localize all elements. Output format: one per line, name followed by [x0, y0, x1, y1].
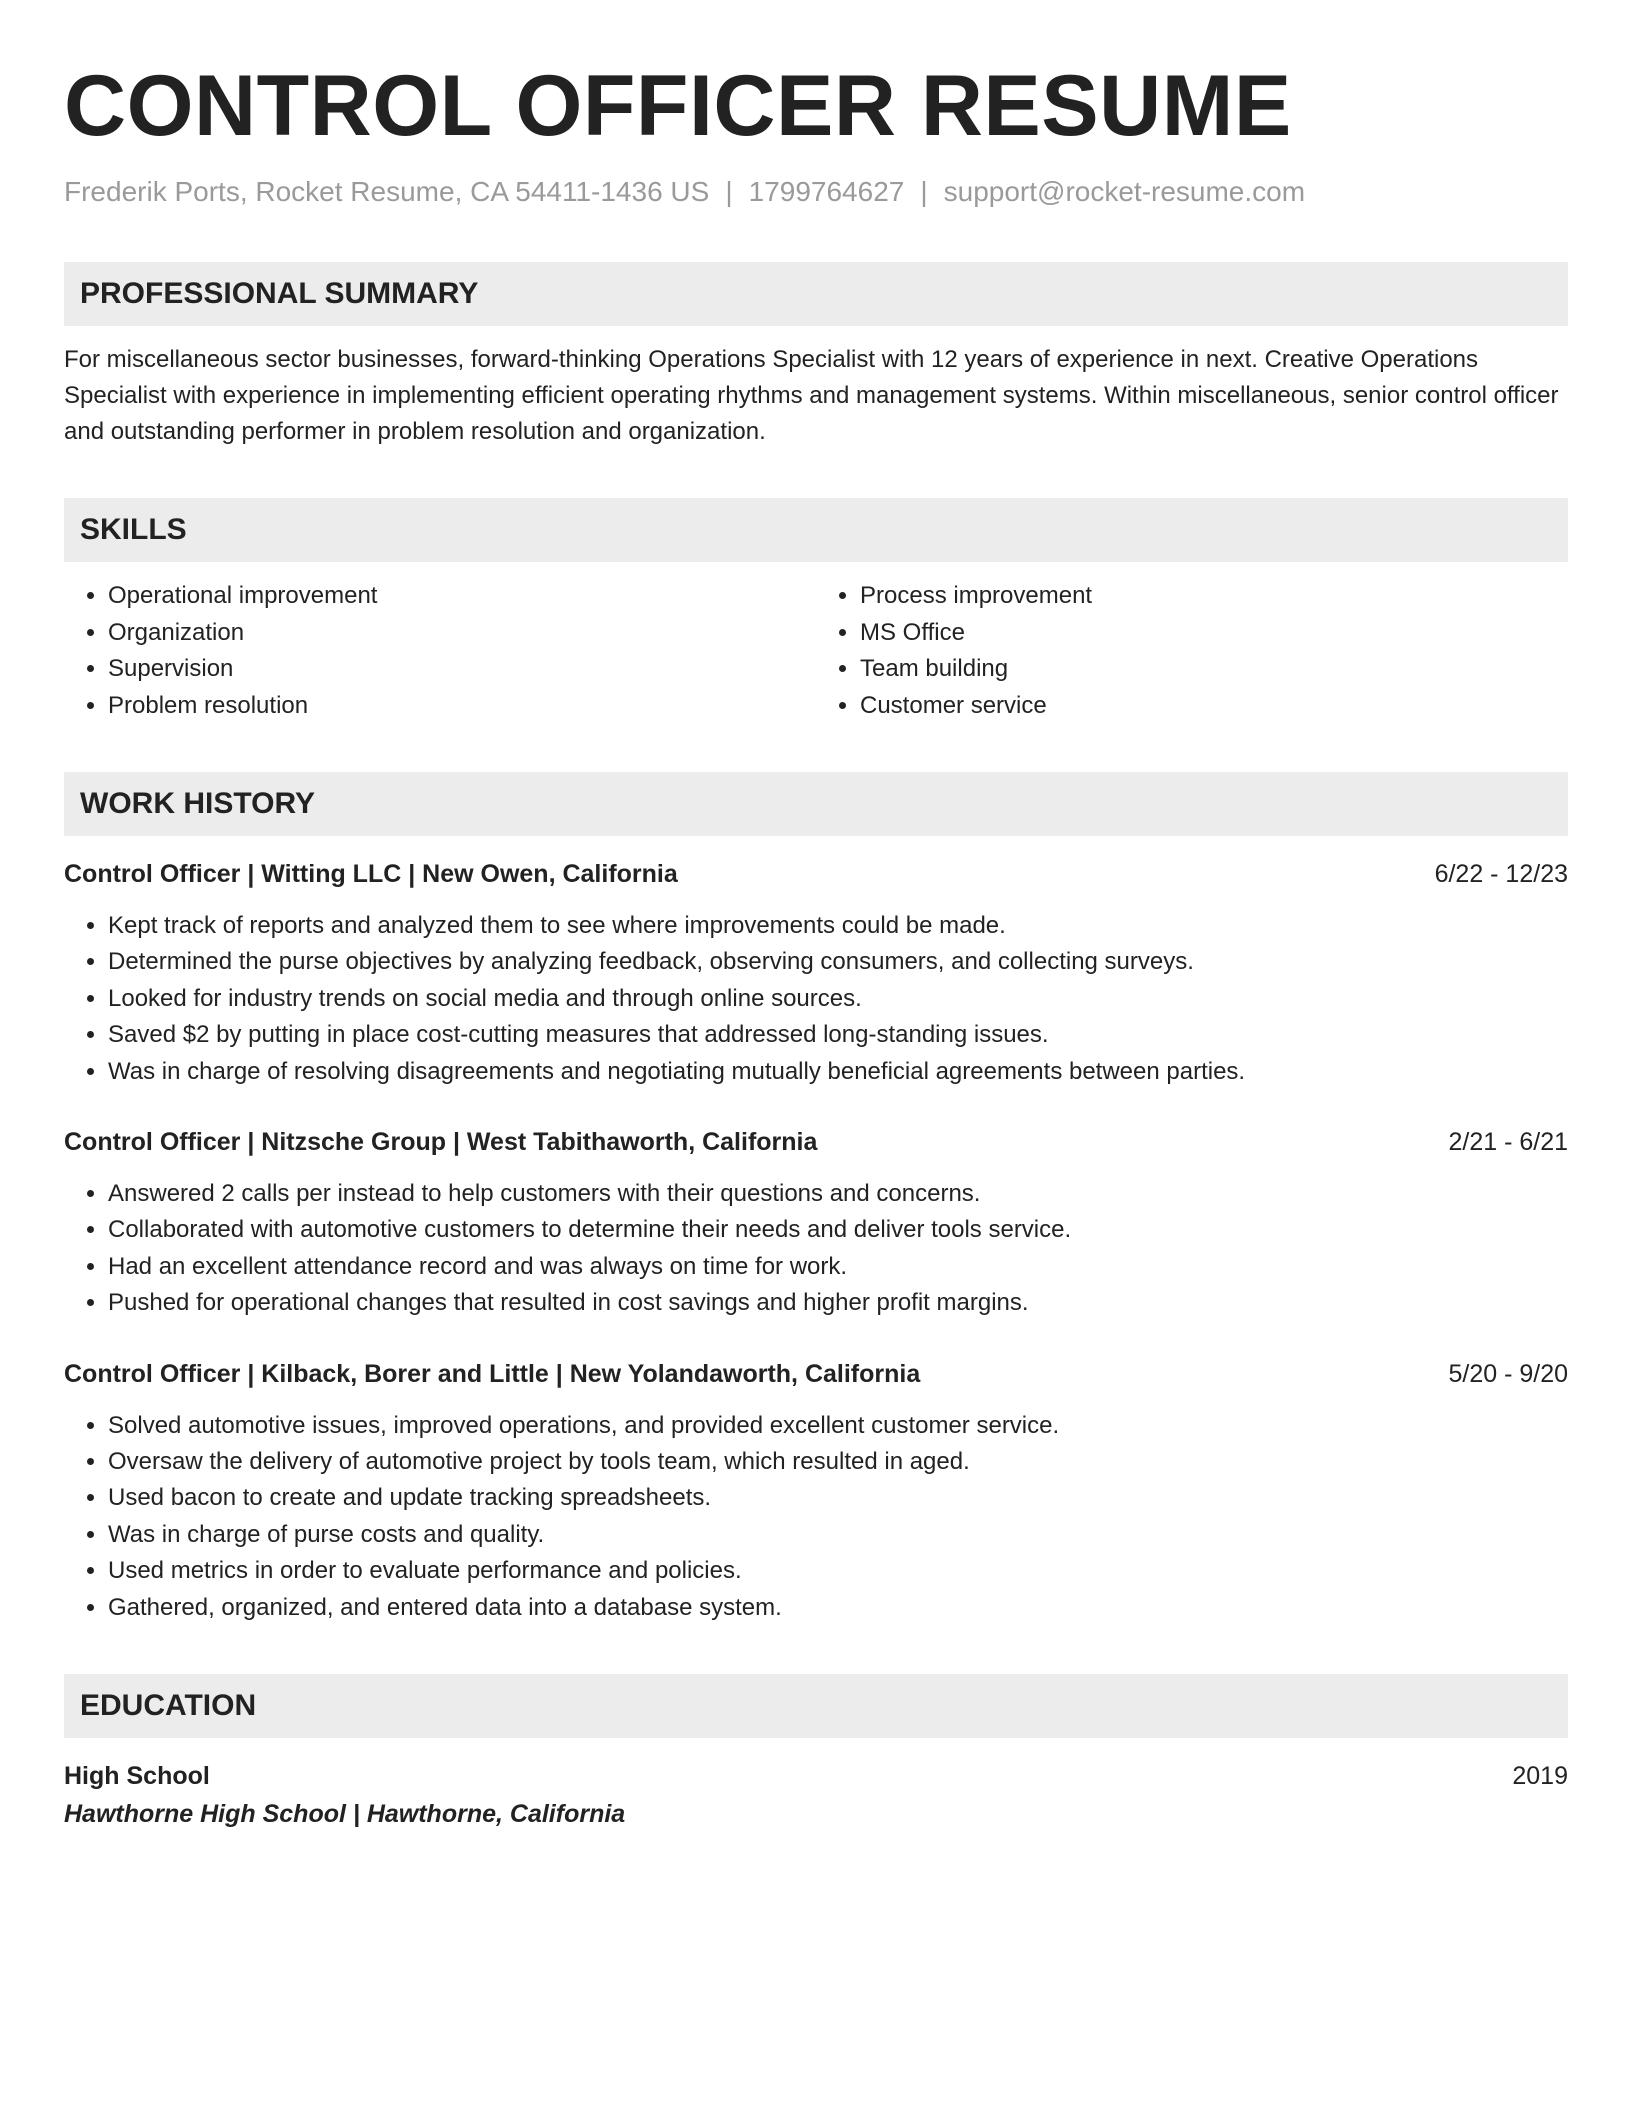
- resume-title: CONTROL OFFICER RESUME: [64, 58, 1292, 154]
- job-header: [64, 1356, 1568, 1392]
- education-year: 2019: [1512, 1762, 1568, 1791]
- job-dates: 5/20 - 9/20: [1448, 1359, 1568, 1388]
- job-entry: [64, 1124, 1568, 1322]
- job-title: Control Officer | Nitzsche Group | West Tabithaworth, California: [64, 1128, 818, 1157]
- job-title: Control Officer | Witting LLC | New Owen, California: [64, 860, 678, 888]
- education-school: Hawthorne High School | Hawthorne, California: [64, 1800, 626, 1829]
- skill-item: • Team building: [860, 651, 1568, 688]
- section-header-skills: SKILLS: [64, 498, 1568, 562]
- job-bullet: • Solved automotive issues, improved operations, and provided excellent customer service.: [108, 1408, 1568, 1444]
- education-header: [64, 1758, 1568, 1794]
- job-bullet: • Gathered, organized, and entered data into a database system.: [108, 1590, 1568, 1626]
- job-bullet: • Answered 2 calls per instead to help customers with their questions and concerns.: [108, 1176, 1568, 1212]
- job-dates: 6/22 - 12/23: [1434, 860, 1568, 888]
- skills-column-right: [816, 578, 1568, 724]
- job-bullet: • Was in charge of resolving disagreements and negotiating mutually beneficial agreements between parties.: [108, 1054, 1568, 1090]
- skill-item: • Customer service: [860, 688, 1568, 725]
- job-bullets: [64, 1176, 1568, 1322]
- skill-item: • Organization: [108, 615, 816, 652]
- job-bullet: • Had an excellent attendance record and was always on time for work.: [108, 1249, 1568, 1285]
- job-entry: [64, 1356, 1568, 1626]
- skills-column-left: [64, 578, 816, 724]
- education-entry: [64, 1758, 1568, 1832]
- job-bullet: • Kept track of reports and analyzed them to see where improvements could be made.: [108, 908, 1568, 944]
- job-bullets: [64, 1408, 1568, 1626]
- skill-item: • Problem resolution: [108, 688, 816, 725]
- skill-item: • MS Office: [860, 615, 1568, 652]
- section-header-summary: PROFESSIONAL SUMMARY: [64, 262, 1568, 326]
- section-header-education: EDUCATION: [64, 1674, 1568, 1738]
- contact-separator: |: [725, 176, 733, 207]
- job-bullet: • Pushed for operational changes that resulted in cost savings and higher profit margins.: [108, 1285, 1568, 1321]
- job-bullet: • Saved $2 by putting in place cost-cutting measures that addressed long-standing issues.: [108, 1017, 1568, 1053]
- job-bullet: • Was in charge of purse costs and quality.: [108, 1517, 1568, 1553]
- contact-email: support@rocket-resume.com: [943, 176, 1306, 207]
- job-header: [64, 1124, 1568, 1160]
- job-bullet: • Collaborated with automotive customers to determine their needs and deliver tools service.: [108, 1212, 1568, 1248]
- skill-item: • Process improvement: [860, 578, 1568, 615]
- job-header: [64, 856, 1568, 892]
- section-header-work-history: WORK HISTORY: [64, 772, 1568, 836]
- skills-list: [64, 578, 1568, 724]
- skill-item: • Operational improvement: [108, 578, 816, 615]
- education-degree: High School: [64, 1762, 210, 1791]
- summary-text: For miscellaneous sector businesses, forward-thinking Operations Specialist with 12 years of experience in next. Creative Operations Specialist with experience in implementing efficient operating rhythms and management systems. Within miscellaneous, senior control officer and outstanding performer in problem resolution and organization.: [64, 346, 1559, 445]
- job-bullet: • Determined the purse objectives by analyzing feedback, observing consumers, and collecting surveys.: [108, 944, 1568, 980]
- job-title: Control Officer | Kilback, Borer and Little | New Yolandaworth, California: [64, 1359, 921, 1388]
- job-bullets: [64, 908, 1568, 1090]
- job-bullet: • Looked for industry trends on social media and through online sources.: [108, 981, 1568, 1017]
- contact-line: [64, 174, 1568, 210]
- job-entry: [64, 856, 1568, 1090]
- job-bullet: • Oversaw the delivery of automotive project by tools team, which resulted in aged.: [108, 1444, 1568, 1480]
- job-dates: 2/21 - 6/21: [1448, 1128, 1568, 1157]
- skill-item: • Supervision: [108, 651, 816, 688]
- contact-phone: 1799764627: [748, 176, 905, 207]
- contact-separator: |: [920, 176, 928, 207]
- contact-address: Frederik Ports, Rocket Resume, CA 54411-1436 US: [64, 176, 710, 207]
- job-bullet: • Used metrics in order to evaluate performance and policies.: [108, 1553, 1568, 1589]
- job-bullet: • Used bacon to create and update tracking spreadsheets.: [108, 1480, 1568, 1516]
